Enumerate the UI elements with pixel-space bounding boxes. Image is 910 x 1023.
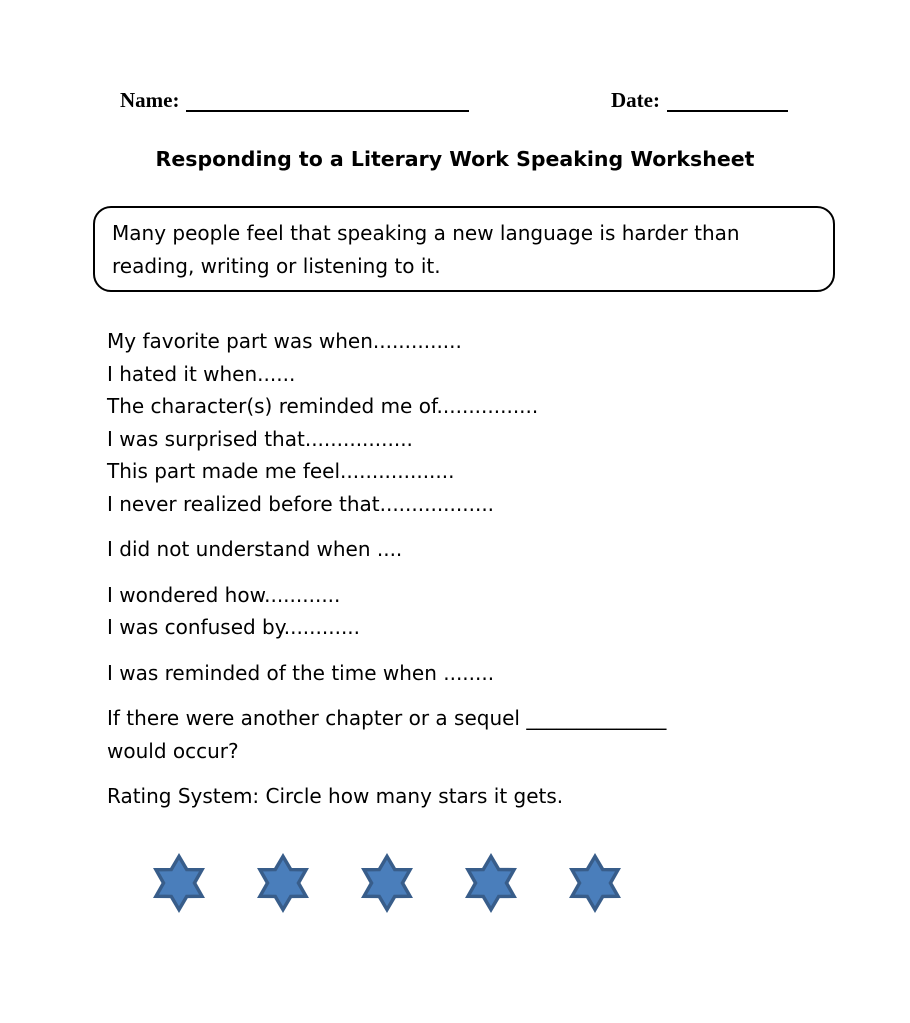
prompt-line: I was reminded of the time when ........: [107, 660, 495, 685]
star-icon[interactable]: [566, 852, 624, 914]
worksheet-title: Responding to a Literary Work Speaking Worksheet: [155, 147, 755, 171]
stars-row: [150, 852, 624, 914]
date-field: [611, 88, 788, 113]
rating-instruction: Rating System: Circle how many stars it gets.: [107, 784, 564, 808]
star-shape: [468, 856, 514, 909]
date-blank-line[interactable]: [667, 110, 788, 112]
name-blank-line[interactable]: [186, 110, 469, 112]
star-shape: [572, 856, 618, 909]
prompt-group: [107, 702, 727, 767]
prompt-group: [107, 579, 727, 644]
prompt-line: My favorite part was when..............: [107, 329, 462, 353]
star-icon[interactable]: [462, 852, 520, 914]
star-icon[interactable]: [150, 852, 208, 914]
name-label: Name:: [120, 88, 180, 112]
prompt-line: I never realized before that..................: [107, 491, 495, 516]
callout-box: [93, 206, 835, 292]
prompt-line: If there were another chapter or a sequel ______________ would occur?: [107, 706, 667, 763]
prompt-list: [107, 325, 727, 813]
prompt-group: [107, 325, 727, 520]
star-icon[interactable]: [254, 852, 312, 914]
callout-text: Many people feel that speaking a new language is harder than reading, writing or listening to it.: [112, 221, 740, 278]
prompt-line: The character(s) reminded me of................: [107, 394, 539, 418]
prompt-line: I wondered how............: [107, 582, 341, 607]
prompt-line: This part made me feel..................: [107, 459, 455, 483]
prompt-line: I did not understand when ....: [107, 537, 403, 561]
star-shape: [156, 856, 202, 909]
star-shape: [260, 856, 306, 909]
header-row: [120, 88, 788, 113]
name-field: [120, 88, 469, 113]
prompt-line: I was surprised that.................: [107, 426, 413, 451]
star-icon[interactable]: [358, 852, 416, 914]
prompt-line: I hated it when......: [107, 361, 296, 386]
star-shape: [364, 856, 410, 909]
prompt-group: [107, 533, 727, 566]
prompt-group: [107, 657, 727, 690]
prompt-line: I was confused by............: [107, 615, 361, 639]
date-label: Date:: [611, 88, 660, 112]
